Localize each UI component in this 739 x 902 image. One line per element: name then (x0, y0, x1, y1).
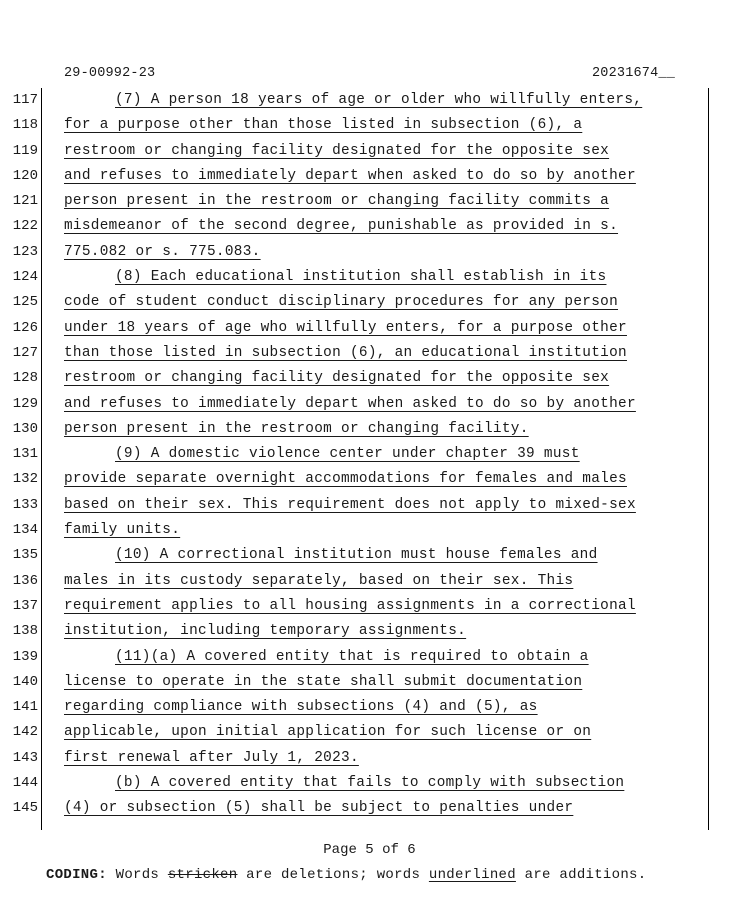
line-text: person present in the restroom or changing facility commits a (64, 193, 610, 210)
line-number: 141 (12, 699, 38, 716)
line-number: 123 (12, 243, 38, 260)
line-number: 117 (12, 92, 38, 108)
line-text: first renewal after July 1, 2023. (64, 749, 359, 766)
bill-line (0, 646, 739, 671)
line-number: 118 (12, 117, 38, 134)
line-text: provide separate overnight accommodations for females and males (64, 471, 627, 488)
line-number: 134 (12, 522, 38, 539)
bill-line (0, 190, 739, 215)
bill-line (0, 266, 739, 291)
line-text: for a purpose other than those listed in subsection (6), a (64, 117, 583, 134)
line-text: applicable, upon initial application for such license or on (64, 724, 592, 741)
line-text: under 18 years of age who willfully enters, for a purpose other (64, 319, 627, 336)
line-text: (10) A correctional institution must house females and (115, 547, 598, 564)
line-text: males in its custody separately, based on their sex. This (64, 572, 574, 589)
bill-line (0, 595, 739, 620)
bill-line (0, 772, 739, 797)
bill-line (0, 570, 739, 595)
line-number: 142 (12, 724, 38, 741)
bill-line (0, 367, 739, 392)
bill-line (0, 241, 739, 266)
line-text: family units. (64, 522, 181, 539)
page-number: Page 5 of 6 (323, 842, 416, 858)
line-number: 135 (12, 547, 38, 564)
line-number: 131 (12, 446, 38, 463)
coding-middle: are deletions; words (237, 867, 429, 883)
bill-line (0, 317, 739, 342)
line-text: based on their sex. This requirement does not apply to mixed-sex (64, 496, 636, 513)
line-text: and refuses to immediately depart when asked to do so by another (64, 167, 636, 184)
coding-legend (46, 867, 646, 883)
line-number: 144 (12, 775, 38, 792)
bill-line (0, 620, 739, 645)
line-text: regarding compliance with subsections (4) and (5), as (64, 699, 538, 716)
line-number: 126 (12, 319, 38, 336)
coding-end: are additions. (515, 867, 647, 883)
bill-line (0, 215, 739, 240)
bill-line (0, 468, 739, 493)
line-number: 124 (12, 269, 38, 286)
bill-line (0, 494, 739, 519)
line-number: 122 (12, 218, 38, 235)
bill-code: 29-00992-23 (64, 66, 156, 81)
line-number: 140 (12, 673, 38, 690)
line-text: restroom or changing facility designated for the opposite sex (64, 142, 610, 159)
bill-line (0, 696, 739, 721)
line-number: 136 (12, 572, 38, 589)
line-text: (11)(a) A covered entity that is required to obtain a (115, 648, 589, 665)
line-text: person present in the restroom or changing facility. (64, 420, 529, 437)
line-number: 119 (12, 142, 38, 159)
bill-line (0, 544, 739, 569)
line-number: 121 (12, 193, 38, 210)
line-number: 143 (12, 749, 38, 766)
bill-line (0, 418, 739, 443)
bill-line (0, 519, 739, 544)
line-text: misdemeanor of the second degree, punishable as provided in s. (64, 218, 619, 235)
line-number: 128 (12, 370, 38, 387)
bill-line (0, 393, 739, 418)
bill-line (0, 671, 739, 696)
bill-line (0, 89, 739, 114)
bill-line (0, 342, 739, 367)
line-number: 138 (12, 623, 38, 640)
coding-words: Words (106, 867, 168, 883)
line-text: (8) Each educational institution shall establish in its (115, 269, 607, 286)
line-number: 132 (12, 471, 38, 488)
coding-stricken-sample: stricken (167, 867, 238, 883)
line-text: (9) A domestic violence center under chapter 39 must (115, 446, 580, 463)
line-number: 139 (12, 648, 38, 665)
line-text: and refuses to immediately depart when asked to do so by another (64, 395, 636, 412)
bill-line (0, 291, 739, 316)
line-text: than those listed in subsection (6), an educational institution (64, 344, 627, 361)
line-number: 127 (12, 344, 38, 361)
bill-line (0, 797, 739, 822)
line-number: 125 (12, 294, 38, 311)
document-number: 20231674__ (592, 66, 676, 81)
line-number: 130 (12, 420, 38, 437)
line-text: (b) A covered entity that fails to comply with subsection (115, 775, 625, 792)
line-text: (4) or subsection (5) shall be subject to penalties under (64, 800, 574, 817)
line-number: 145 (12, 800, 38, 817)
bill-text-body (0, 89, 739, 823)
line-number: 133 (12, 496, 38, 513)
line-text: restroom or changing facility designated for the opposite sex (64, 370, 610, 387)
bill-line (0, 140, 739, 165)
line-text: license to operate in the state shall submit documentation (64, 673, 583, 690)
bill-line (0, 114, 739, 139)
line-text: (7) A person 18 years of age or older who willfully enters, (115, 92, 643, 108)
line-text: 775.082 or s. 775.083. (64, 243, 261, 260)
line-number: 129 (12, 395, 38, 412)
line-text: institution, including temporary assignments. (64, 623, 467, 640)
coding-label: CODING: (46, 867, 107, 883)
bill-line (0, 747, 739, 772)
line-number: 137 (12, 597, 38, 614)
line-text: code of student conduct disciplinary procedures for any person (64, 294, 619, 311)
coding-underlined-sample: underlined (428, 867, 516, 883)
bill-line (0, 165, 739, 190)
bill-line (0, 721, 739, 746)
bill-line (0, 443, 739, 468)
line-number: 120 (12, 167, 38, 184)
line-text: requirement applies to all housing assignments in a correctional (64, 597, 636, 614)
